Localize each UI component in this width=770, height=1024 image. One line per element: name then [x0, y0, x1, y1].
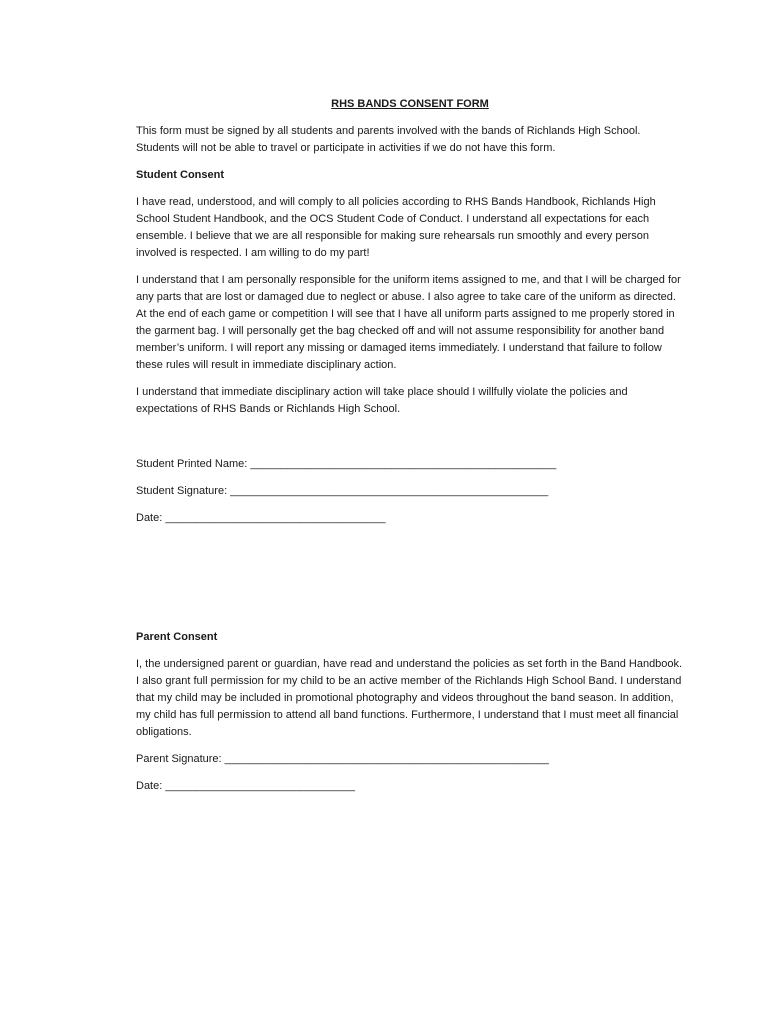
parent-date-field[interactable]: Date: _______________________________ [136, 780, 355, 792]
student-paragraph-policies: I have read, understood, and will comply to all policies according to RHS Bands Handbook, Richlands High School Student Handbook, and the OCS Student Code of Conduct. I understand all expectations for each ensemble. I believe that we are all responsible for making sure rehearsals run smoothly and every person involved is respected. I am willing to do my part! [136, 196, 656, 259]
document-content [136, 96, 684, 805]
student-consent-heading: Student Consent [136, 169, 224, 181]
document-title: RHS BANDS CONSENT FORM [331, 98, 489, 110]
student-printed-name-field[interactable]: Student Printed Name: __________________________________________________ [136, 458, 557, 470]
student-paragraph-discipline: I understand that immediate disciplinary action will take place should I willfully violate the policies and expectations of RHS Bands or Richlands High School. [136, 386, 628, 415]
student-paragraph-uniform: I understand that I am personally responsible for the uniform items assigned to me, and that I will be charged for any parts that are lost or damaged due to neglect or abuse. I also agree to take care of the uniform as directed. At the end of each game or competition I will see that I have all uniform parts assigned to me properly stored in the garment bag. I will personally get the bag checked off and will not assume responsibility for another band member’s uniform. I will report any missing or damaged items immediately. I understand that failure to follow these rules will result in immediate disciplinary action. [136, 274, 681, 371]
student-date-field[interactable]: Date: ____________________________________ [136, 512, 386, 524]
student-signature-field[interactable]: Student Signature: ____________________________________________________ [136, 485, 549, 497]
parent-signature-field[interactable]: Parent Signature: _____________________________________________________ [136, 753, 549, 765]
intro-paragraph: This form must be signed by all students and parents involved with the bands of Richlands High School. Students will not be able to travel or participate in activities if we do not have this form. [136, 125, 641, 154]
parent-consent-heading: Parent Consent [136, 631, 218, 643]
parent-paragraph: I, the undersigned parent or guardian, have read and understand the policies as set forth in the Band Handbook. I also grant full permission for my child to be an active member of the Richlands High School Band. I understand that my child may be included in promotional photography and videos throughout the band season. In addition, my child has full permission to attend all band functions. Furthermore, I understand that I must meet all financial obligations. [136, 658, 683, 738]
